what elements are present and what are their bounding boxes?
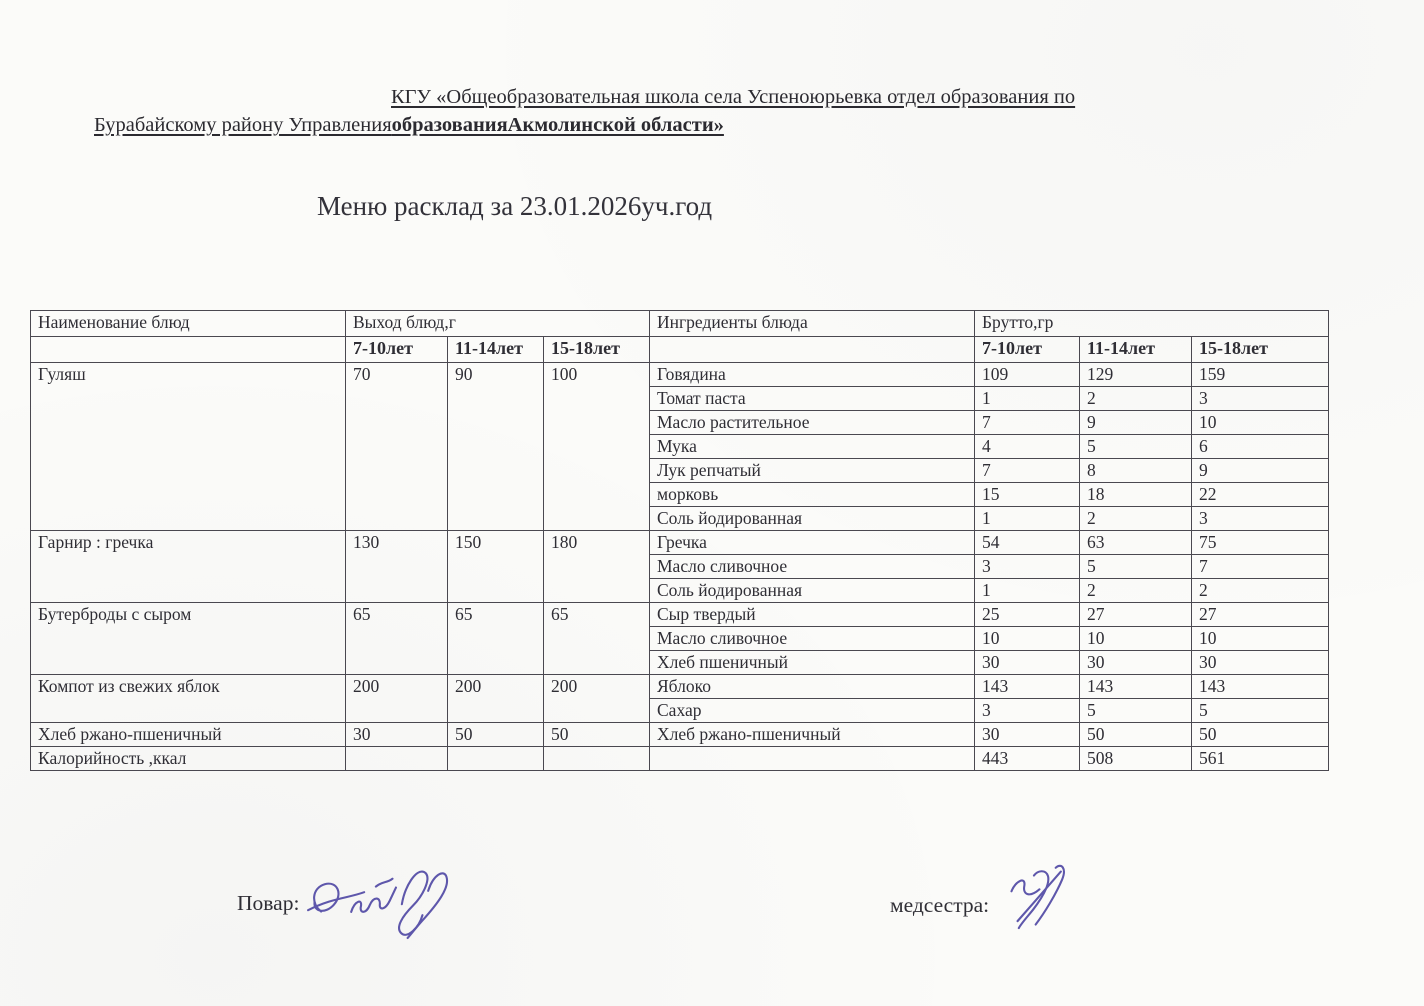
output-value-cell (346, 747, 448, 771)
brutto-value-cell: 1 (975, 579, 1080, 603)
brutto-value-cell: 22 (1192, 483, 1329, 507)
ingredient-cell: Говядина (650, 363, 975, 387)
col-header-dish-name: Наименование блюд (31, 311, 346, 337)
output-value-cell: 100 (544, 363, 650, 531)
ingredient-cell: Томат паста (650, 387, 975, 411)
cook-label: Повар: (237, 891, 300, 915)
ingredient-cell: морковь (650, 483, 975, 507)
output-value-cell: 50 (448, 723, 544, 747)
brutto-value-cell: 63 (1080, 531, 1192, 555)
table-row (31, 363, 1329, 387)
brutto-value-cell: 143 (975, 675, 1080, 699)
brutto-value-cell: 30 (1192, 651, 1329, 675)
output-value-cell: 150 (448, 531, 544, 603)
brutto-value-cell: 50 (1192, 723, 1329, 747)
dish-cell: Гуляш (31, 363, 346, 531)
brutto-value-cell: 5 (1080, 435, 1192, 459)
output-value-cell: 90 (448, 363, 544, 531)
output-value-cell: 65 (346, 603, 448, 675)
brutto-value-cell: 561 (1192, 747, 1329, 771)
table-row (31, 531, 1329, 555)
brutto-value-cell: 443 (975, 747, 1080, 771)
brutto-value-cell: 2 (1080, 507, 1192, 531)
ingredient-cell: Масло сливочное (650, 555, 975, 579)
brutto-value-cell: 3 (1192, 387, 1329, 411)
cook-signature-scribble (303, 856, 473, 960)
brutto-value-cell: 50 (1080, 723, 1192, 747)
ingredient-cell: Хлеб пшеничный (650, 651, 975, 675)
ingredient-cell: Соль йодированная (650, 507, 975, 531)
brutto-value-cell: 143 (1192, 675, 1329, 699)
brutto-value-cell: 5 (1080, 699, 1192, 723)
brutto-value-cell: 15 (975, 483, 1080, 507)
menu-table (30, 310, 1329, 771)
empty-header-cell (650, 337, 975, 363)
ingredient-cell (650, 747, 975, 771)
brutto-value-cell: 508 (1080, 747, 1192, 771)
brutto-value-cell: 129 (1080, 363, 1192, 387)
brutto-value-cell: 10 (1192, 411, 1329, 435)
age-header-brutto-15-18: 15-18лет (1192, 337, 1329, 363)
ingredient-cell: Хлеб ржано-пшеничный (650, 723, 975, 747)
output-value-cell: 65 (448, 603, 544, 675)
ingredient-cell: Лук репчатый (650, 459, 975, 483)
age-header-output-11-14: 11-14лет (448, 337, 544, 363)
ingredient-cell: Гречка (650, 531, 975, 555)
brutto-value-cell: 27 (1192, 603, 1329, 627)
brutto-value-cell: 4 (975, 435, 1080, 459)
output-value-cell: 200 (448, 675, 544, 723)
table-row (31, 675, 1329, 699)
brutto-value-cell: 2 (1192, 579, 1329, 603)
brutto-value-cell: 3 (1192, 507, 1329, 531)
brutto-value-cell: 8 (1080, 459, 1192, 483)
brutto-value-cell: 25 (975, 603, 1080, 627)
brutto-value-cell: 18 (1080, 483, 1192, 507)
output-value-cell (448, 747, 544, 771)
brutto-value-cell: 10 (1192, 627, 1329, 651)
age-header-output-15-18: 15-18лет (544, 337, 650, 363)
dish-cell: Компот из свежих яблок (31, 675, 346, 723)
output-value-cell: 30 (346, 723, 448, 747)
table-row (31, 723, 1329, 747)
col-header-brutto: Брутто,гр (975, 311, 1329, 337)
age-header-brutto-7-10: 7-10лет (975, 337, 1080, 363)
brutto-value-cell: 1 (975, 387, 1080, 411)
output-value-cell: 70 (346, 363, 448, 531)
table-row (31, 747, 1329, 771)
output-value-cell (544, 747, 650, 771)
brutto-value-cell: 27 (1080, 603, 1192, 627)
dish-cell: Бутерброды с сыром (31, 603, 346, 675)
ingredient-cell: Масло растительное (650, 411, 975, 435)
brutto-value-cell: 54 (975, 531, 1080, 555)
brutto-value-cell: 159 (1192, 363, 1329, 387)
dish-cell: Калорийность ,ккал (31, 747, 346, 771)
nurse-signature-scribble (1000, 858, 1098, 951)
age-header-output-7-10: 7-10лет (346, 337, 448, 363)
col-header-output: Выход блюд,г (346, 311, 650, 337)
dish-cell: Гарнир : гречка (31, 531, 346, 603)
table-header-row-2 (31, 337, 1329, 363)
output-value-cell: 200 (544, 675, 650, 723)
school-header-line2-regular: Бурабайскому району Управления (94, 114, 392, 136)
brutto-value-cell: 30 (1080, 651, 1192, 675)
dish-cell: Хлеб ржано-пшеничный (31, 723, 346, 747)
document-title: Меню расклад за 23.01.2026уч.год (317, 191, 713, 221)
brutto-value-cell: 6 (1192, 435, 1329, 459)
ingredient-cell: Сахар (650, 699, 975, 723)
brutto-value-cell: 5 (1080, 555, 1192, 579)
brutto-value-cell: 1 (975, 507, 1080, 531)
age-header-brutto-11-14: 11-14лет (1080, 337, 1192, 363)
output-value-cell: 200 (346, 675, 448, 723)
brutto-value-cell: 30 (975, 723, 1080, 747)
brutto-value-cell: 2 (1080, 579, 1192, 603)
ingredient-cell: Сыр твердый (650, 603, 975, 627)
output-value-cell: 130 (346, 531, 448, 603)
brutto-value-cell: 9 (1192, 459, 1329, 483)
brutto-value-cell: 75 (1192, 531, 1329, 555)
brutto-value-cell: 9 (1080, 411, 1192, 435)
brutto-value-cell: 109 (975, 363, 1080, 387)
empty-header-cell (31, 337, 346, 363)
ingredient-cell: Яблоко (650, 675, 975, 699)
brutto-value-cell: 3 (975, 699, 1080, 723)
ingredient-cell: Масло сливочное (650, 627, 975, 651)
brutto-value-cell: 7 (1192, 555, 1329, 579)
school-header-line1: КГУ «Общеобразовательная школа села Успеноюрьевка отдел образования по (391, 86, 1076, 108)
ingredient-cell: Мука (650, 435, 975, 459)
table-row (31, 603, 1329, 627)
brutto-value-cell: 3 (975, 555, 1080, 579)
brutto-value-cell: 143 (1080, 675, 1192, 699)
school-header-line2-bold: образованияАкмолинской области» (391, 114, 724, 136)
brutto-value-cell: 2 (1080, 387, 1192, 411)
brutto-value-cell: 5 (1192, 699, 1329, 723)
col-header-ingredients: Ингредиенты блюда (650, 311, 975, 337)
ingredient-cell: Соль йодированная (650, 579, 975, 603)
brutto-value-cell: 7 (975, 411, 1080, 435)
output-value-cell: 180 (544, 531, 650, 603)
output-value-cell: 65 (544, 603, 650, 675)
brutto-value-cell: 30 (975, 651, 1080, 675)
table-header-row-1 (31, 311, 1329, 337)
school-header-line2 (94, 112, 724, 138)
brutto-value-cell: 10 (975, 627, 1080, 651)
output-value-cell: 50 (544, 723, 650, 747)
brutto-value-cell: 7 (975, 459, 1080, 483)
brutto-value-cell: 10 (1080, 627, 1192, 651)
nurse-label: медсестра: (890, 893, 990, 917)
